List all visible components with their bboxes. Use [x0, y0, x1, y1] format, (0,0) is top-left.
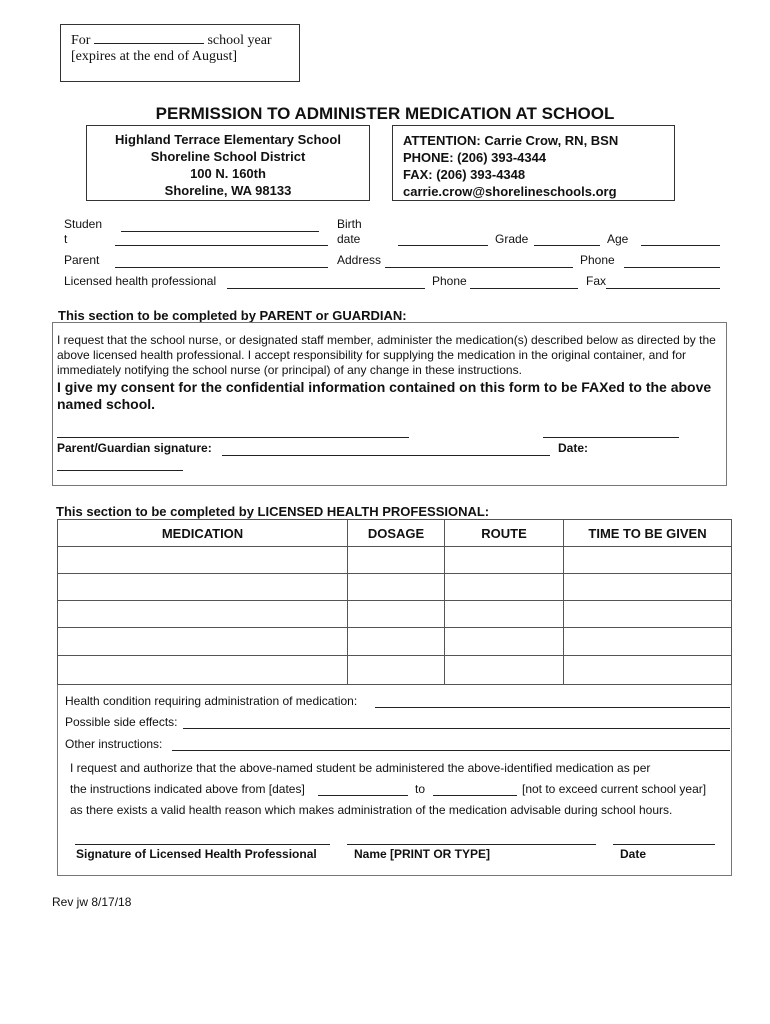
school-district: Shoreline School District: [150, 149, 306, 164]
parent-section-box: [52, 322, 727, 486]
side-effects-label: Possible side effects:: [65, 715, 178, 729]
time-cell[interactable]: [564, 656, 732, 685]
to-date-field[interactable]: [433, 795, 517, 796]
parent-date-label: Date:: [558, 441, 589, 455]
route-cell[interactable]: [445, 628, 564, 656]
medication-cell[interactable]: [58, 656, 348, 685]
nurse-contact-box: [392, 125, 675, 201]
time-column-header: TIME TO BE GIVEN: [564, 520, 732, 547]
page-title: PERMISSION TO ADMINISTER MEDICATION AT SCHOOL: [155, 104, 615, 123]
other-instructions-field[interactable]: [172, 750, 730, 751]
birth-label-b: date: [337, 232, 361, 246]
parent-date-top-line[interactable]: [543, 437, 679, 438]
authorization-text-line3: as there exists a valid health reason which makes administration of the medication advisable during school hours.: [70, 803, 673, 817]
lhp-date-label: Date: [620, 847, 647, 861]
dosage-cell[interactable]: [348, 574, 445, 601]
medication-cell[interactable]: [58, 574, 348, 601]
medication-table: [57, 519, 732, 685]
route-cell[interactable]: [445, 656, 564, 685]
lhp-date-field[interactable]: [613, 844, 715, 845]
address-field[interactable]: [385, 267, 573, 268]
school-year-limit-note: [not to exceed current school year]: [522, 782, 707, 796]
school-name: Highland Terrace Elementary School: [115, 132, 341, 147]
route-cell[interactable]: [445, 547, 564, 574]
fax-consent-text: I give my consent for the confidential information contained on this form to be FAXed to the above named school.: [57, 379, 712, 412]
attention-line: ATTENTION: Carrie Crow, RN, BSN: [403, 133, 619, 148]
parent-signature-label: Parent/Guardian signature:: [57, 441, 212, 455]
fax-line: FAX: (206) 393-4348: [403, 167, 526, 182]
dosage-cell[interactable]: [348, 547, 445, 574]
grade-field[interactable]: [534, 245, 600, 246]
dosage-column-header: DOSAGE: [348, 520, 445, 547]
route-cell[interactable]: [445, 574, 564, 601]
lhp-section-heading: This section to be completed by LICENSED HEALTH PROFESSIONAL:: [56, 504, 490, 519]
route-cell[interactable]: [445, 601, 564, 628]
lhp-name-label: Name [PRINT OR TYPE]: [354, 847, 491, 861]
table-row: [58, 656, 732, 685]
school-street: 100 N. 160th: [190, 166, 266, 181]
parent-section-heading: This section to be completed by PARENT or GUARDIAN:: [58, 308, 407, 323]
student-name-field-2[interactable]: [115, 245, 328, 246]
expiry-note: [expires at the end of August]: [71, 49, 238, 64]
student-label-b: t: [64, 232, 68, 246]
lhp-phone-field[interactable]: [470, 288, 578, 289]
birth-label-a: Birth: [337, 217, 362, 231]
table-row: [58, 574, 732, 601]
age-label: Age: [607, 232, 629, 246]
student-label-a: Studen: [64, 217, 103, 231]
side-effects-field[interactable]: [183, 728, 730, 729]
dosage-cell[interactable]: [348, 656, 445, 685]
table-row: [58, 628, 732, 656]
time-cell[interactable]: [564, 628, 732, 656]
medication-table-header: [58, 520, 732, 547]
email-line: carrie.crow@shorelineschools.org: [403, 184, 617, 199]
age-field[interactable]: [641, 245, 720, 246]
student-name-field[interactable]: [121, 231, 319, 232]
to-label: to: [415, 782, 426, 796]
time-cell[interactable]: [564, 547, 732, 574]
table-row: [58, 601, 732, 628]
other-instructions-label: Other instructions:: [65, 737, 163, 751]
medication-cell[interactable]: [58, 547, 348, 574]
address-label: Address: [337, 253, 382, 267]
school-year-blank[interactable]: [94, 31, 204, 44]
lhp-name-field[interactable]: [347, 844, 596, 845]
fax-field[interactable]: [606, 288, 720, 289]
expiry-box: [60, 24, 300, 82]
lhp-phone-label: Phone: [432, 274, 467, 288]
medication-column-header: MEDICATION: [58, 520, 348, 547]
revision-note: Rev jw 8/17/18: [52, 895, 132, 909]
route-column-header: ROUTE: [445, 520, 564, 547]
time-cell[interactable]: [564, 601, 732, 628]
time-cell[interactable]: [564, 574, 732, 601]
lhp-field[interactable]: [227, 288, 425, 289]
parent-signature-top-line[interactable]: [57, 437, 409, 438]
school-year-label: school year: [207, 33, 272, 48]
expiry-for-label: For: [71, 33, 91, 48]
birth-date-field[interactable]: [398, 245, 488, 246]
school-address-box: [86, 125, 370, 201]
school-city: Shoreline, WA 98133: [164, 183, 292, 198]
parent-date-field[interactable]: [57, 470, 183, 471]
table-row: [58, 547, 732, 574]
grade-label: Grade: [495, 232, 529, 246]
lhp-label: Licensed health professional: [64, 274, 217, 288]
dosage-cell[interactable]: [348, 628, 445, 656]
medication-cell[interactable]: [58, 601, 348, 628]
from-date-field[interactable]: [318, 795, 408, 796]
health-condition-label: Health condition requiring administration of medication:: [65, 694, 358, 708]
lhp-signature-field[interactable]: [75, 844, 330, 845]
phone-label: Phone: [580, 253, 615, 267]
health-condition-field[interactable]: [375, 707, 730, 708]
parent-label: Parent: [64, 253, 100, 267]
medication-cell[interactable]: [58, 628, 348, 656]
parent-signature-field[interactable]: [222, 455, 550, 456]
parent-field[interactable]: [115, 267, 328, 268]
authorization-text-line1: I request and authorize that the above-named student be administered the above-identified medication as per: [70, 761, 651, 775]
dosage-cell[interactable]: [348, 601, 445, 628]
authorization-dates-label: the instructions indicated above from [dates]: [70, 782, 305, 796]
lhp-signature-label: Signature of Licensed Health Professional: [76, 847, 317, 861]
parent-request-text: I request that the school nurse, or designated staff member, administer the medication(s) described below as directed by the above licensed health professional. I accept responsibility for supplying the medication in the original container, and for immediately notifying the school nurse (or principal) of any change in these instructions.: [57, 333, 716, 377]
fax-label: Fax: [586, 274, 607, 288]
phone-field[interactable]: [624, 267, 720, 268]
phone-line: PHONE: (206) 393-4344: [403, 150, 547, 165]
